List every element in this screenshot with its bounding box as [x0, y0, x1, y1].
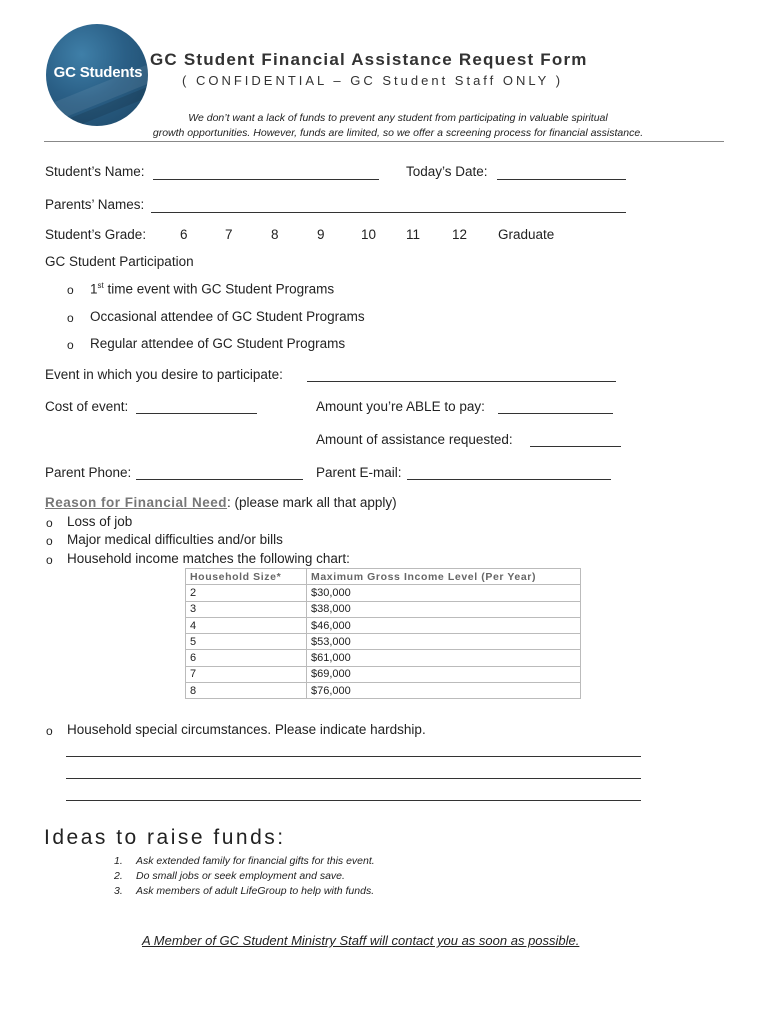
table-row [186, 666, 581, 682]
cell-income: $46,000 [307, 617, 581, 633]
idea-item-3: Ask members of adult LifeGroup to help with funds. [136, 885, 375, 897]
grade-option-7[interactable]: 7 [225, 227, 233, 242]
intro-text [98, 111, 698, 141]
cost-field[interactable] [136, 413, 257, 414]
student-name-label: Student’s Name: [45, 164, 145, 179]
parent-phone-label: Parent Phone: [45, 465, 132, 480]
table-row [186, 617, 581, 633]
reason-title: Reason for Financial Need [45, 495, 228, 510]
student-name-field[interactable] [153, 179, 379, 180]
reason-checkbox-2[interactable]: o [46, 534, 53, 548]
todays-date-label: Today’s Date: [406, 164, 488, 179]
idea-number-3: 3. [114, 885, 123, 897]
table-row [186, 634, 581, 650]
footer-note: A Member of GC Student Ministry Staff will contact you as soon as possible. [142, 933, 580, 948]
logo-text: GC Students [53, 64, 143, 81]
todays-date-field[interactable] [497, 179, 626, 180]
reason-option-income: Household income matches the following chart: [67, 551, 350, 566]
form-subtitle: ( CONFIDENTIAL – GC Student Staff ONLY ) [182, 73, 564, 88]
table-row [186, 585, 581, 601]
option-sup-1: st [97, 281, 104, 290]
participation-option-occasional: Occasional attendee of GC Student Programs [90, 309, 365, 324]
header-household-size: Household Size* [186, 569, 307, 585]
idea-item-1: Ask extended family for financial gifts for this event. [136, 855, 375, 867]
participation-label: GC Student Participation [45, 254, 194, 269]
reason-option-loss-of-job: Loss of job [67, 514, 133, 529]
participation-checkbox-2[interactable]: o [67, 311, 74, 325]
reason-heading [45, 495, 397, 510]
reason-checkbox-1[interactable]: o [46, 516, 53, 530]
cell-income: $53,000 [307, 634, 581, 650]
idea-number-2: 2. [114, 870, 123, 882]
cell-income: $69,000 [307, 666, 581, 682]
grade-option-10[interactable]: 10 [361, 227, 377, 242]
table-row [186, 683, 581, 699]
parent-email-label: Parent E-mail: [316, 465, 402, 480]
header-max-income: Maximum Gross Income Level (Per Year) [307, 569, 581, 585]
event-field[interactable] [307, 381, 616, 382]
student-grade-label: Student’s Grade: [45, 227, 147, 242]
option-text-1b: time event with GC Student Programs [103, 281, 335, 297]
cell-size: 6 [186, 650, 307, 666]
cell-size: 3 [186, 601, 307, 617]
intro-line-2: growth opportunities. However, funds are limited, so we offer a screening process for financial assistance. [152, 127, 644, 139]
header-divider [44, 141, 724, 142]
grade-option-graduate[interactable]: Graduate [498, 227, 555, 242]
grade-option-9[interactable]: 9 [317, 227, 325, 242]
event-label: Event in which you desire to participate: [45, 367, 283, 382]
cell-size: 7 [186, 666, 307, 682]
grade-option-8[interactable]: 8 [271, 227, 279, 242]
ideas-title: Ideas to raise funds: [44, 826, 286, 849]
cell-income: $30,000 [307, 585, 581, 601]
cell-size: 5 [186, 634, 307, 650]
reason-checkbox-4[interactable]: o [46, 724, 53, 738]
able-to-pay-field[interactable] [498, 413, 613, 414]
cost-label: Cost of event: [45, 399, 129, 414]
idea-number-1: 1. [114, 855, 123, 867]
able-to-pay-label: Amount you’re ABLE to pay: [316, 399, 485, 414]
hardship-line-1[interactable] [66, 756, 641, 757]
cell-size: 8 [186, 683, 307, 699]
participation-checkbox-3[interactable]: o [67, 338, 74, 352]
parent-email-field[interactable] [407, 479, 611, 480]
hardship-line-3[interactable] [66, 800, 641, 801]
table-row [186, 650, 581, 666]
reason-checkbox-3[interactable]: o [46, 553, 53, 567]
participation-option-regular: Regular attendee of GC Student Programs [90, 336, 346, 351]
intro-line-1: We don’t want a lack of funds to prevent any student from participating in valuable spiritual [188, 112, 608, 124]
cell-size: 4 [186, 617, 307, 633]
cell-size: 2 [186, 585, 307, 601]
income-table-header-row [186, 569, 581, 585]
option-text-1a: 1 [90, 281, 98, 297]
grade-option-11[interactable]: 11 [406, 227, 421, 242]
grade-option-6[interactable]: 6 [180, 227, 188, 242]
table-row [186, 601, 581, 617]
reason-option-special: Household special circumstances. Please indicate hardship. [67, 722, 426, 737]
parents-names-field[interactable] [151, 212, 626, 213]
cell-income: $76,000 [307, 683, 581, 699]
assistance-label: Amount of assistance requested: [316, 432, 513, 447]
hardship-line-2[interactable] [66, 778, 641, 779]
parent-phone-field[interactable] [136, 479, 303, 480]
reason-option-medical: Major medical difficulties and/or bills [67, 532, 283, 547]
cell-income: $61,000 [307, 650, 581, 666]
reason-note: : (please mark all that apply) [227, 495, 397, 510]
participation-option-first-time [90, 281, 334, 297]
grade-option-12[interactable]: 12 [452, 227, 468, 242]
idea-item-2: Do small jobs or seek employment and save. [136, 870, 345, 882]
participation-checkbox-1[interactable]: o [67, 283, 74, 297]
form-title: GC Student Financial Assistance Request Form [150, 50, 588, 69]
income-table [185, 568, 581, 699]
parents-names-label: Parents’ Names: [45, 197, 145, 212]
assistance-field[interactable] [530, 446, 621, 447]
cell-income: $38,000 [307, 601, 581, 617]
